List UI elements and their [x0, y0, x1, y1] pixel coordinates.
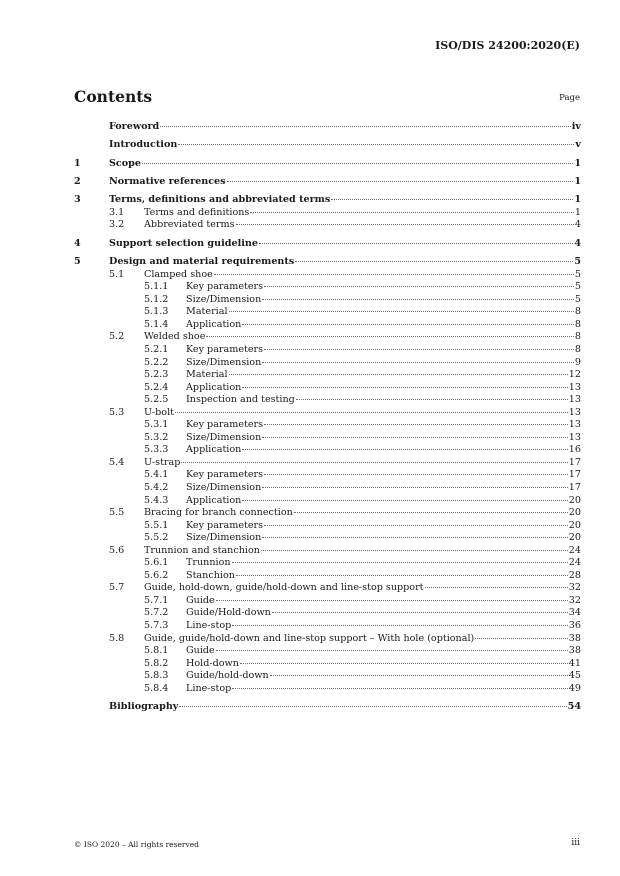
- toc-entry[interactable]: [74, 595, 581, 608]
- dot-leader: [262, 487, 568, 488]
- dot-leader: [242, 449, 567, 450]
- toc-entry-title[interactable]: Terms and definitions: [144, 206, 250, 218]
- toc-entry-number: 5.5.1: [144, 519, 169, 531]
- toc-entry-number: 5.8.2: [144, 657, 169, 669]
- dot-leader: [206, 336, 574, 337]
- toc-entry[interactable]: [74, 520, 581, 533]
- toc-entry-number: 5.1.3: [144, 306, 169, 318]
- dot-leader: [264, 349, 574, 350]
- dot-leader: [294, 512, 568, 513]
- toc-entry-title[interactable]: Guide: [186, 594, 215, 606]
- dot-leader: [264, 474, 568, 475]
- dot-leader: [264, 286, 574, 287]
- toc-entry-title[interactable]: Key parameters: [186, 419, 264, 431]
- toc-entry-number: 5.1: [109, 268, 125, 280]
- toc-entry[interactable]: [74, 306, 581, 319]
- toc-entry-title[interactable]: U-bolt: [144, 406, 174, 418]
- dot-leader: [262, 299, 574, 300]
- toc-entry-number: 5.8.4: [144, 682, 169, 694]
- toc-entry[interactable]: [74, 121, 581, 134]
- toc-entry-title[interactable]: Size/Dimension: [186, 532, 262, 544]
- toc-entry-page[interactable]: v: [575, 139, 581, 151]
- dot-leader: [160, 126, 571, 127]
- toc-entry-number: 5.3.2: [144, 431, 169, 443]
- toc-entry-title[interactable]: Introduction: [109, 139, 178, 151]
- dot-leader: [236, 224, 574, 225]
- toc-entry-title[interactable]: Trunnion and stanchion: [144, 544, 260, 556]
- toc-entry-title[interactable]: Application: [186, 494, 242, 506]
- toc-entry-page[interactable]: iv: [571, 121, 581, 132]
- toc-entry-page[interactable]: 38: [568, 632, 581, 644]
- toc-entry-number: 5.6: [109, 544, 125, 556]
- toc-entry-title[interactable]: Support selection guideline: [109, 237, 258, 249]
- dot-leader: [270, 675, 568, 676]
- dot-leader: [250, 212, 574, 213]
- toc-entry[interactable]: [74, 495, 581, 508]
- toc-entry[interactable]: [74, 357, 581, 370]
- toc-entry-title[interactable]: Key parameters: [186, 519, 264, 531]
- page-column-label: Page: [559, 93, 580, 103]
- toc-entry[interactable]: [74, 633, 581, 646]
- dot-leader: [178, 144, 574, 145]
- toc-entry-page[interactable]: 4: [574, 237, 581, 249]
- toc-entry[interactable]: [74, 256, 581, 269]
- toc-entry[interactable]: [74, 238, 581, 251]
- dot-leader: [264, 525, 568, 526]
- toc-entry-number: 5.3.1: [144, 419, 169, 431]
- toc-entry-number: 4: [74, 237, 81, 249]
- toc-entry-page[interactable]: 16: [568, 444, 581, 456]
- toc-entry-title[interactable]: Material: [186, 369, 228, 381]
- dot-leader: [261, 550, 568, 551]
- dot-leader: [216, 600, 568, 601]
- document-id: ISO/DIS 24200:2020(E): [435, 39, 580, 52]
- toc-entry-title[interactable]: Application: [186, 318, 242, 330]
- toc-entry-number: 5: [74, 256, 81, 268]
- toc-entry-title[interactable]: Hold-down: [186, 657, 239, 669]
- toc-entry-title[interactable]: Key parameters: [186, 281, 264, 293]
- contents-title: Contents: [74, 87, 153, 106]
- toc-entry-page[interactable]: 1: [574, 176, 581, 188]
- toc-entry-title[interactable]: U-strap: [144, 456, 181, 468]
- toc-entry-title[interactable]: Line-stop: [186, 620, 232, 632]
- table-of-contents: [74, 121, 581, 714]
- toc-entry-page[interactable]: 13: [568, 394, 581, 406]
- toc-entry-number: 5.1.2: [144, 293, 169, 305]
- dot-leader: [240, 663, 568, 664]
- dot-leader: [296, 399, 568, 400]
- dot-leader: [272, 612, 568, 613]
- toc-entry[interactable]: [74, 331, 581, 344]
- toc-entry[interactable]: [74, 482, 581, 495]
- toc-entry-title[interactable]: Foreword: [109, 121, 160, 132]
- toc-entry[interactable]: [74, 407, 581, 420]
- dot-leader: [331, 199, 573, 200]
- page-number: iii: [571, 838, 580, 848]
- dot-leader: [229, 374, 568, 375]
- toc-entry-title[interactable]: Application: [186, 381, 242, 393]
- dot-leader: [214, 274, 574, 275]
- toc-entry-number: 5.4.1: [144, 469, 169, 481]
- toc-entry-page[interactable]: 24: [568, 557, 581, 569]
- toc-entry-page[interactable]: 49: [568, 682, 581, 694]
- toc-entry-title[interactable]: Trunnion: [186, 557, 231, 569]
- toc-entry[interactable]: [74, 369, 581, 382]
- toc-entry-number: 5.2.4: [144, 381, 169, 393]
- toc-entry-title[interactable]: Key parameters: [186, 469, 264, 481]
- toc-entry-page[interactable]: 17: [568, 482, 581, 493]
- toc-entry-page[interactable]: 1: [574, 157, 581, 169]
- toc-entry-number: 1: [74, 157, 81, 169]
- toc-entry-page[interactable]: 8: [574, 331, 581, 343]
- toc-entry-number: 5.2.5: [144, 394, 169, 406]
- toc-entry-page[interactable]: 8: [574, 306, 581, 318]
- toc-entry-page[interactable]: 34: [568, 607, 581, 619]
- dot-leader: [232, 688, 568, 689]
- toc-entry-title[interactable]: Abbreviated terms: [144, 219, 235, 231]
- dot-leader: [142, 163, 573, 164]
- toc-entry-title[interactable]: Design and material requirements: [109, 256, 295, 268]
- toc-entry-number: 2: [74, 176, 81, 188]
- toc-entry[interactable]: [74, 620, 581, 633]
- toc-entry-title[interactable]: Scope: [109, 157, 141, 169]
- dot-leader: [175, 412, 568, 413]
- toc-entry-page[interactable]: 24: [568, 544, 581, 556]
- toc-entry-number: 5.6.1: [144, 557, 169, 569]
- dot-leader: [259, 243, 573, 244]
- toc-entry-title[interactable]: Size/Dimension: [186, 482, 262, 493]
- toc-entry-number: 5.7.1: [144, 594, 169, 606]
- toc-entry-page[interactable]: 45: [568, 670, 581, 682]
- toc-entry-number: 5.2: [109, 331, 125, 343]
- toc-entry-page[interactable]: 13: [568, 381, 581, 393]
- toc-entry[interactable]: [74, 607, 581, 620]
- toc-entry[interactable]: [74, 570, 581, 583]
- dot-leader: [262, 362, 574, 363]
- toc-entry[interactable]: [74, 419, 581, 432]
- toc-entry[interactable]: [74, 432, 581, 445]
- dot-leader: [232, 625, 568, 626]
- toc-entry-page[interactable]: 32: [568, 582, 581, 594]
- toc-entry-number: 3.2: [109, 219, 125, 231]
- toc-entry-page[interactable]: 12: [568, 369, 581, 381]
- toc-entry-title[interactable]: Guide: [186, 645, 215, 657]
- toc-entry-title[interactable]: Line-stop: [186, 682, 232, 694]
- toc-entry-number: 5.4.3: [144, 494, 169, 506]
- toc-entry-page[interactable]: 4: [574, 219, 581, 231]
- toc-entry-title[interactable]: Size/Dimension: [186, 431, 262, 443]
- toc-entry-title[interactable]: Size/Dimension: [186, 356, 262, 368]
- toc-entry-page[interactable]: 8: [574, 318, 581, 330]
- dot-leader: [229, 311, 574, 312]
- toc-entry-title[interactable]: Application: [186, 444, 242, 456]
- toc-entry-page[interactable]: 9: [574, 356, 581, 368]
- toc-entry-title[interactable]: Inspection and testing: [186, 394, 295, 406]
- dot-leader: [242, 387, 567, 388]
- dot-leader: [179, 706, 566, 707]
- copyright-notice: © ISO 2020 – All rights reserved: [74, 840, 199, 849]
- toc-entry-page[interactable]: 36: [568, 620, 581, 632]
- toc-entry-number: 5.4.2: [144, 482, 169, 493]
- toc-entry-title[interactable]: Guide, guide/hold-down and line-stop support – With hole (optional): [144, 632, 475, 644]
- dot-leader: [181, 462, 567, 463]
- toc-entry-page[interactable]: 38: [568, 645, 581, 657]
- toc-entry-page[interactable]: 5: [574, 256, 581, 268]
- toc-entry-number: 5.8.3: [144, 670, 169, 682]
- toc-entry-title[interactable]: Size/Dimension: [186, 293, 262, 305]
- toc-entry-number: 5.1.1: [144, 281, 169, 293]
- toc-entry-title[interactable]: Bracing for branch connection: [144, 507, 293, 519]
- dot-leader: [227, 181, 574, 182]
- toc-entry-title[interactable]: Key parameters: [186, 343, 264, 355]
- toc-entry[interactable]: [74, 658, 581, 671]
- toc-entry-title[interactable]: Terms, definitions and abbreviated terms: [109, 194, 331, 206]
- toc-entry[interactable]: [74, 176, 581, 189]
- toc-entry[interactable]: [74, 457, 581, 470]
- toc-entry-page[interactable]: 54: [567, 701, 581, 713]
- toc-entry-title[interactable]: Stanchion: [186, 569, 235, 581]
- toc-entry-title[interactable]: Guide, hold-down, guide/hold-down and line-stop support: [144, 582, 424, 594]
- toc-entry-number: 3.1: [109, 206, 125, 218]
- toc-entry[interactable]: [74, 532, 581, 545]
- dot-leader: [216, 650, 568, 651]
- toc-entry-number: 5.3: [109, 406, 125, 418]
- toc-entry[interactable]: [74, 382, 581, 395]
- toc-entry[interactable]: [74, 645, 581, 658]
- toc-entry[interactable]: [74, 683, 581, 696]
- toc-entry-number: 5.2.2: [144, 356, 169, 368]
- dot-leader: [262, 537, 568, 538]
- toc-entry[interactable]: [74, 444, 581, 457]
- toc-entry[interactable]: [74, 394, 581, 407]
- toc-entry-page[interactable]: 1: [574, 194, 581, 206]
- toc-entry-page[interactable]: 5: [574, 281, 581, 293]
- toc-entry-page[interactable]: 28: [568, 569, 581, 581]
- dot-leader: [264, 424, 568, 425]
- toc-entry-number: 5.5.2: [144, 532, 169, 544]
- toc-entry-page[interactable]: 8: [574, 343, 581, 355]
- toc-entry[interactable]: [74, 294, 581, 307]
- toc-entry-number: 5.7.2: [144, 607, 169, 619]
- toc-entry-number: 5.8: [109, 632, 125, 644]
- toc-entry-title[interactable]: Normative references: [109, 176, 226, 188]
- dot-leader: [262, 437, 568, 438]
- toc-entry-page[interactable]: 20: [568, 532, 581, 544]
- toc-entry-page[interactable]: 41: [568, 657, 581, 669]
- dot-leader: [236, 575, 568, 576]
- toc-entry-title[interactable]: Clamped shoe: [144, 268, 213, 280]
- dot-leader: [232, 562, 568, 563]
- toc-entry[interactable]: [74, 319, 581, 332]
- toc-entry-number: 5.6.2: [144, 569, 169, 581]
- toc-entry-number: 5.3.3: [144, 444, 169, 456]
- toc-entry-number: 5.5: [109, 507, 125, 519]
- toc-entry-number: 5.2.1: [144, 343, 169, 355]
- dot-leader: [242, 500, 567, 501]
- toc-entry-page[interactable]: 5: [574, 293, 581, 305]
- toc-entry-page[interactable]: 17: [568, 469, 581, 481]
- toc-entry-number: 5.7.3: [144, 620, 169, 632]
- toc-entry-title[interactable]: Material: [186, 306, 228, 318]
- toc-entry[interactable]: [74, 557, 581, 570]
- toc-entry[interactable]: [74, 219, 581, 232]
- toc-entry-title[interactable]: Bibliography: [109, 701, 179, 713]
- toc-entry[interactable]: [74, 269, 581, 282]
- toc-entry[interactable]: [74, 281, 581, 294]
- toc-entry[interactable]: [74, 207, 581, 220]
- toc-entry-page[interactable]: 13: [568, 406, 581, 418]
- toc-entry-title[interactable]: Welded shoe: [144, 331, 206, 343]
- dot-leader: [295, 261, 573, 262]
- toc-entry-page[interactable]: 20: [568, 494, 581, 506]
- toc-entry[interactable]: [74, 344, 581, 357]
- toc-entry-number: 5.4: [109, 456, 125, 468]
- toc-entry-number: 3: [74, 194, 81, 206]
- toc-entry-page[interactable]: 17: [568, 456, 581, 468]
- toc-entry[interactable]: [74, 545, 581, 558]
- toc-entry[interactable]: [74, 194, 581, 207]
- toc-entry-number: 5.1.4: [144, 318, 169, 330]
- toc-entry-page[interactable]: 20: [568, 507, 581, 519]
- dot-leader: [242, 324, 574, 325]
- toc-entry[interactable]: [74, 469, 581, 482]
- toc-entry[interactable]: [74, 582, 581, 595]
- toc-entry-title[interactable]: Guide/Hold-down: [186, 607, 271, 619]
- toc-entry-page[interactable]: 32: [568, 594, 581, 606]
- toc-entry[interactable]: [74, 670, 581, 683]
- toc-entry-page[interactable]: 1: [574, 206, 581, 218]
- toc-entry-page[interactable]: 5: [574, 268, 581, 280]
- toc-entry[interactable]: [74, 139, 581, 152]
- toc-entry[interactable]: [74, 701, 581, 714]
- dot-leader: [475, 638, 568, 639]
- dot-leader: [425, 587, 568, 588]
- toc-entry-number: 5.7: [109, 582, 125, 594]
- toc-entry-title[interactable]: Guide/hold-down: [186, 670, 269, 682]
- toc-entry-page[interactable]: 13: [568, 419, 581, 431]
- toc-entry[interactable]: [74, 507, 581, 520]
- toc-entry-page[interactable]: 20: [568, 519, 581, 531]
- toc-entry-page[interactable]: 13: [568, 431, 581, 443]
- toc-entry-number: 5.2.3: [144, 369, 169, 381]
- toc-entry-number: 5.8.1: [144, 645, 169, 657]
- toc-entry[interactable]: [74, 158, 581, 171]
